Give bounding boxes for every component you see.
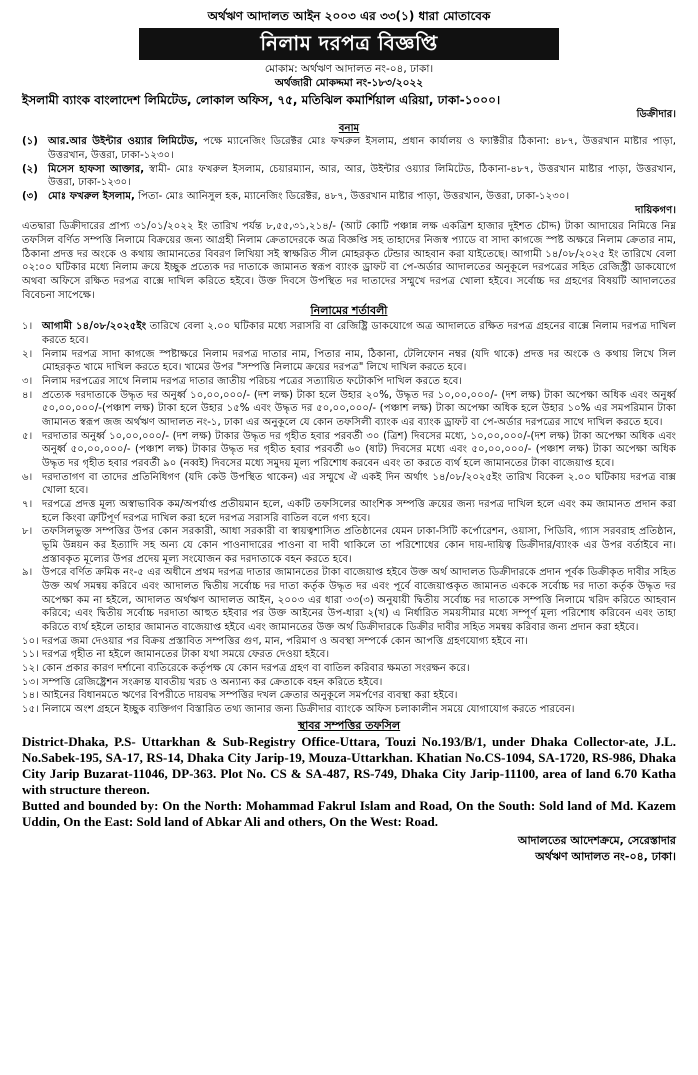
act-line: অর্থঋণ আদালত আইন ২০০৩ এর ৩৩(১) ধারা মোতাবেক: [207, 9, 491, 23]
condition-text: দরপত্র গৃহীত না হইলে জামানতের টাকা যথা সময়ে ফেরত দেওয়া হইবে।: [42, 649, 330, 661]
condition-number: ১৪।: [22, 690, 39, 702]
notice-title: নিলাম দরপত্র বিজ্ঞপ্তি: [139, 28, 559, 60]
condition-item: [22, 375, 676, 389]
condition-number: ১১।: [22, 649, 39, 661]
condition-number: ১০।: [22, 635, 39, 647]
condition-item: [22, 635, 676, 649]
condition-text: নিলামে অংশ গ্রহনে ইচ্ছুক ব্যক্তিগণ বিস্তারিত তথ্য জানার জন্য ডিক্রীদার ব্যাংকে অফিস চলাকালীন সময়ে যোগাযোগ করতে পারবেন।: [42, 704, 575, 716]
condition-number: ৮।: [22, 526, 33, 538]
condition-text: তফসিলভুক্ত সম্পত্তির উপর কোন সরকারী, আধা সরকারী বা স্বায়ত্বশাসিত প্রতিষ্ঠানের যেমন ঢাকা-সিটি কর্পোরেশন, ওয়াসা, পিডিবি, গ্যাস সরবরাহ প্রতিষ্ঠান, ভূমি উন্নয়ন কর ইত্যাদি সহ অন্য যে কোন পাওনাদারের পাওনা বা দাবী থাকিলে তা পরিশোধের কোন দায়-দায়িত্ব ডিক্রীদার/ব্যাংক এর উপর বর্তাইবে না। প্রস্তাবকৃত মূল্যের উপর প্রদেয় মূল্য সংযোজন কর দরদাতাকে বহন করতে হবে।: [42, 526, 676, 565]
condition-number: ১।: [22, 321, 33, 333]
defendants-role: দায়িকগণ।: [635, 204, 676, 216]
condition-number: ১৫।: [22, 704, 39, 716]
condition-item: [22, 320, 676, 347]
defendant-details: পক্ষে ম্যানেজিং ডিরেক্টর মোঃ ফখরুল ইসলাম, প্রধান কার্যালয় ও ফ্যাক্টরীর ঠিকানা: ৪৮৭, উত্তরখান মাষ্টার পাড়া, উত্তরখান, উত্তরা, ঢাকা-১২৩০।: [48, 136, 676, 162]
property-boundary: Butted and bounded by: On the North: Mohammad Fakrul Islam and Road, On the South: Sold land of Md. Kazem Uddin, On the East: Sold land of Abkar Ali and others, On the West: Road.: [22, 797, 676, 829]
condition-item: [22, 676, 676, 690]
defendant-details: স্বামী- মোঃ ফখরুল ইসলাম, চেয়ারম্যান, আর, আর, উইন্টার ওয়্যার লিমিটেড, ঠিকানা-৪৮৭, উত্তরখান মাষ্টার পাড়া, উত্তরখান, উত্তরা, ঢাকা-১২৩০।: [48, 163, 676, 189]
condition-text: দরপত্রে প্রদত্ত মূল্য অস্বাভাবিক কম/অপর্যাপ্ত প্রতীয়মান হলে, একটি তফসিলের আংশিক সম্পত্তি ক্রয়ের জন্য দরপত্র দাখিল হলে এবং কম জামানত প্রদান করা হলে কিংবা ত্রুটিপূর্ণ দরপত্র দাখিল করা হলে দরপত্র সরাসরি বাতিল বলে গণ্য হবে।: [42, 498, 676, 524]
condition-item: [22, 689, 676, 703]
defendant-details: পিতা- মোঃ আনিসুল হক, ম্যানেজিং ডিরেক্টর, ৪৮৭, উত্তরখান মাষ্টার পাড়া, উত্তরখান, উত্তরা, ঢাকা-১২৩০।: [134, 191, 570, 203]
condition-number: ৭।: [22, 498, 33, 510]
condition-number: ২।: [22, 348, 33, 360]
schedule-title: স্থাবর সম্পত্তির তফসিল: [297, 718, 401, 732]
condition-text: দরপত্র জমা দেওয়ার পর বিক্রয় প্রস্তাবিত সম্পত্তির গুণ, মান, পরিমাণ ও অবস্থা সম্পর্কে কোন আপত্তি গ্রহণযোগ্য হইবে না।: [42, 635, 528, 647]
condition-number: ৬।: [22, 471, 33, 483]
condition-number: ৫।: [22, 430, 33, 442]
condition-item: [22, 498, 676, 525]
defendant-3: [22, 190, 676, 204]
defendant-2: [22, 163, 676, 190]
condition-number: ৪।: [22, 389, 33, 401]
defendant-name: আর.আর উইন্টার ওয়্যার লিমিটেড,: [48, 136, 198, 148]
condition-text: আইনের বিধানমতে ঋণের বিপরীতে দায়বদ্ধ সম্পত্তির দখল ক্রেতার অনুকূলে সমর্পণের ব্যবস্থা করা হইবে।: [42, 690, 458, 702]
condition-number: ৯।: [22, 567, 33, 579]
condition-number: ১৩।: [22, 676, 39, 688]
condition-item: [22, 648, 676, 662]
condition-item: [22, 703, 676, 717]
condition-item: [22, 471, 676, 498]
condition-text: নিলাম দরপত্রের সাথে নিলাম দরপত্র দাতার জাতীয় পরিচয় পত্রের সত্যায়িত ফটোকপি দাখিল করতে হবে।: [42, 375, 463, 387]
condition-item: [22, 389, 676, 430]
condition-date: আগামী ১৪/০৮/২০২৫ইং: [42, 321, 147, 333]
condition-text: তারিখে বেলা ২.০০ ঘটিকার মধ্যে সরাসরি বা রেজিষ্ট্রি ডাকযোগে অত্র আদালতে রক্ষিত দরপত্র গ্রহনের বাক্সে নিলাম দরপত্র দাখিল করতে হবে।: [42, 321, 676, 346]
defendant-1: [22, 135, 676, 162]
court-name: মোকাম: অর্থঋণ আদালত নং-০৪, ঢাকা।: [264, 62, 434, 75]
case-number: অর্থজারী মোকদ্দমা নং-১৮৩/২০২২: [274, 76, 424, 89]
condition-item: [22, 348, 676, 375]
property-schedule: District-Dhaka, P.S- Uttarkhan & Sub-Registry Office-Uttara, Touzi No.193/B/1, under Dhaka Collector-ate, J.L. No.Sabek-195, SA-17, RS-14, Dhaka City Jarip-19, Mouza-Uttarkhan. Khatian No.CS-1094, SA-1720, RS-986, Dhaka City Jarip Buzarat-11046, DP-363. Plot No. CS & SA-487, RS-749, Dhaka City Jarip-11100, area of land 6.70 Katha with structure thereon.: [22, 734, 676, 798]
condition-text: প্রত্যেক দরদাতাকে উদ্ধৃত দর অনুর্ধ্ব ১০,০০,০০০/- (দশ লক্ষ) টাকা হলে উহার ২০%, উদ্ধৃত দর ১০,০০,০০০/- (দশ লক্ষ) টাকা অপেক্ষা অধিক এবং অনুর্ধ্ব ৫০,০০,০০০/-(পঞ্চাশ লক্ষ) টাকা হলে উহার ১৫% এবং উদ্ধৃত দর ৫০,০০,০০০/- (পঞ্চাশ লক্ষ) টাকা অপেক্ষা অধিক হলে উহার ১০% এর সমপরিমান টাকা জামানত স্বরূপ জজ অর্থঋণ আদালত নং-১, ঢাকা এর অনুকূলে যে কোন তফসিলী ব্যাংক এর ব্যাংক ড্রাফট বা পে-অর্ডার দরপত্রের সাথে দাখিল করতে হবে।: [42, 389, 676, 428]
condition-text: কোন প্রকার কারণ দর্শানো ব্যতিরেকে কর্তৃপক্ষ যে কোন দরপত্র গ্রহণ বা বাতিল করিবার ক্ষমতা সংরক্ষন করে।: [42, 663, 470, 675]
defendant-number: (১): [22, 136, 38, 148]
condition-text: দরদাতার অনুর্ধ্ব ১০,০০,০০০/- (দশ লক্ষ) টাকার উদ্ধৃত দর গৃহীত হবার পরবর্তী ৩০ (ত্রিশ) দিবসের মধ্যে, ১০,০০,০০০/-(দশ লক্ষ) টাকা অপেক্ষা অধিক এবং অনুর্ধ্ব ৫০,০০,০০০/- (পঞ্চাশ লক্ষ) টাকার উদ্ধৃত দর গৃহীত হবার পরবর্তী ৬০ (ষাট) দিবসের মধ্যে এবং ৫০,০০,০০০/- (পঞ্চাশ লক্ষ) টাকা অপেক্ষা অধিক উদ্ধৃত দর গৃহীত হবার পরবর্তী ৯০ (নব্বই) দিবসের মধ্যে সমুদয় মূল্য পরিশোধ করবেন এবং তা করতে ব্যর্থ হলে জামানতের টাকা বাজেয়াপ্ত হবে।: [42, 430, 676, 469]
signature-line-1: আদালতের আদেশক্রমে, সেরেস্তাদার: [517, 833, 676, 847]
condition-text: সম্পত্তি রেজিষ্ট্রেশন সংক্রান্ত যাবতীয় খরচ ও অন্যান্য কর ক্রেতাকে বহন করিতে হইবে।: [42, 676, 383, 688]
condition-item: [22, 430, 676, 471]
intro-paragraph: এতদ্বারা ডিক্রীদারের প্রাপ্য ৩১/০১/২০২২ ইং তারিখ পর্যন্ত ৮,৫৫,৩১,২১৪/- (আট কোটি পঞ্চান্ন লক্ষ একত্রিশ হাজার দুইশত চৌদ্দ) টাকা আদায়ের নিমিত্তে নিম্ন তফসিল বর্ণিত সম্পত্তি নিলামে বিক্রয়ের জন্য আগ্রহী নিলাম ক্রেতাদেরকে অত্র বিজ্ঞপ্তি সহ তাহাদের নিজস্ব প্যাডে বা সাদা কাগজে স্পষ্ট অক্ষরে নিলাম ক্রেতার নাম, ঠিকানা প্রদত্ত দর অংকে ও কথায় জামানতের বিবরণ লিখিয়া সই স্বাক্ষরিত সীল মোহরকৃত টেন্ডার আহবান করা যাইতেছে। আগামী ১৪/০৮/২০২৫ ইং তারিখে বেলা ০২:০০ ঘটিকার মধ্যে নিলাম ক্রয়ে ইচ্ছুক প্রত্যেক দর দাতাকে জামানত স্বরূপ ব্যাংক ড্রাফট বা পে-অর্ডার আদালতের অনুকূলে দরপত্রের সহিত রেজিস্ট্রী ডাকযোগে অথবা অফিসে রক্ষিত দরপত্র বাক্সে দাখিল করিতে হইবে। উক্ত দিবসে উপস্থিত দর দাতাদের সম্মুখে দরপত্র খোলা হইবে। সর্বোচ্চ দর গ্রহণের বিষয়টি আদালতের বিবেচনা সাপেক্ষে।: [22, 221, 676, 301]
versus-label: বনাম: [338, 122, 360, 134]
condition-number: ৩।: [22, 375, 33, 387]
defendant-name: মিসেস হাফসা আক্তার,: [48, 163, 145, 175]
defendant-number: (২): [22, 163, 38, 175]
plaintiff: ইসলামী ব্যাংক বাংলাদেশ লিমিটেড, লোকাল অফিস, ৭৫, মতিঝিল কমার্শিয়াল এরিয়া, ঢাকা-১০০০।: [22, 93, 501, 107]
signature-line-2: অর্থঋণ আদালত নং-০৪, ঢাকা।: [535, 850, 676, 864]
condition-text: দরদাতাগণ বা তাদের প্রতিনিধিগণ (যদি কেউ উপস্থিত থাকেন) এর সম্মুখে ঐ একই দিন অর্থাৎ ১৪/০৮/২০২৫ইং তারিখ বিকেল ২.০০ ঘটিকায় দরপত্র বাক্স খোলা হবে।: [42, 471, 676, 497]
plaintiff-role: ডিক্রীদার।: [636, 109, 676, 121]
defendant-name: মোঃ ফখরুল ইসলাম,: [48, 191, 135, 203]
signature-block: [22, 833, 676, 866]
condition-number: ১২।: [22, 663, 39, 675]
condition-item: [22, 525, 676, 566]
condition-text: উপরে বর্ণিত ক্রমিক নং-৫ এর অধীনে প্রথম দরপত্র দাতার জামানতের টাকা বাজেয়াপ্ত হইবে উক্ত অর্থ আদালত ডিক্রীদারকে প্রদান পূর্বক ডিক্রীকৃত দাবীর সহিত উক্ত অর্থ সমন্বয় করিবে এবং আদালত দ্বিতীয় সর্বোচ্চ দর দাতা কর্তৃক উদ্ধৃত দর এবং পূর্বে বাজেয়াপ্তকৃত জামানত এককে সর্বোচ্চ দর দাতা কর্তৃক উদ্ধৃত দর অপেক্ষা কম না হইলে, আদালত অর্থঋণ আদালত আইন, ২০০৩ এর ধারা ৩৩(৩) অনুযায়ী দ্বিতীয় সর্বোচ্চ দর দাতাকে সম্পত্তি নিলামে খরিদ করিতে আহবান করিবে; এবং দ্বিতীয় সর্বোচ্চ দরদাতা আহুত হইবার পর উক্ত আইনের উপ-ধারা ২(খ) এ নির্ধারিত সময়সীমার মধ্যে সম্পূর্ণ মূল্য পরিশোধ করিবেন এবং তাহা করিতে ব্যর্থ হইলে তাহার জামানত বাজেয়াপ্ত হইবে এবং জামানতের উক্ত অর্থ ডিক্রীদারকে ডিক্রীর দাবীর সহিত সমন্বয় করিবার জন্য প্রদান করা হইবে।: [42, 567, 676, 633]
condition-text: নিলাম দরপত্র সাদা কাগজে স্পষ্টাক্ষরে নিলাম দরপত্র দাতার নাম, পিতার নাম, ঠিকানা, টেলিফোন নম্বর (যদি থাকে) প্রদত্ত দর অংকে ও কথায় লিখে সিল মোহরকৃত খামে দাখিল করতে হবে। খামের উপর "সম্পত্তি নিলামে ক্রয়ের দরপত্র" লিখে দাখিল করতে হবে।: [42, 348, 676, 374]
condition-item: [22, 662, 676, 676]
conditions-title: নিলামের শর্তাবলী: [310, 304, 388, 318]
condition-item: [22, 566, 676, 634]
defendant-number: (৩): [22, 191, 38, 203]
